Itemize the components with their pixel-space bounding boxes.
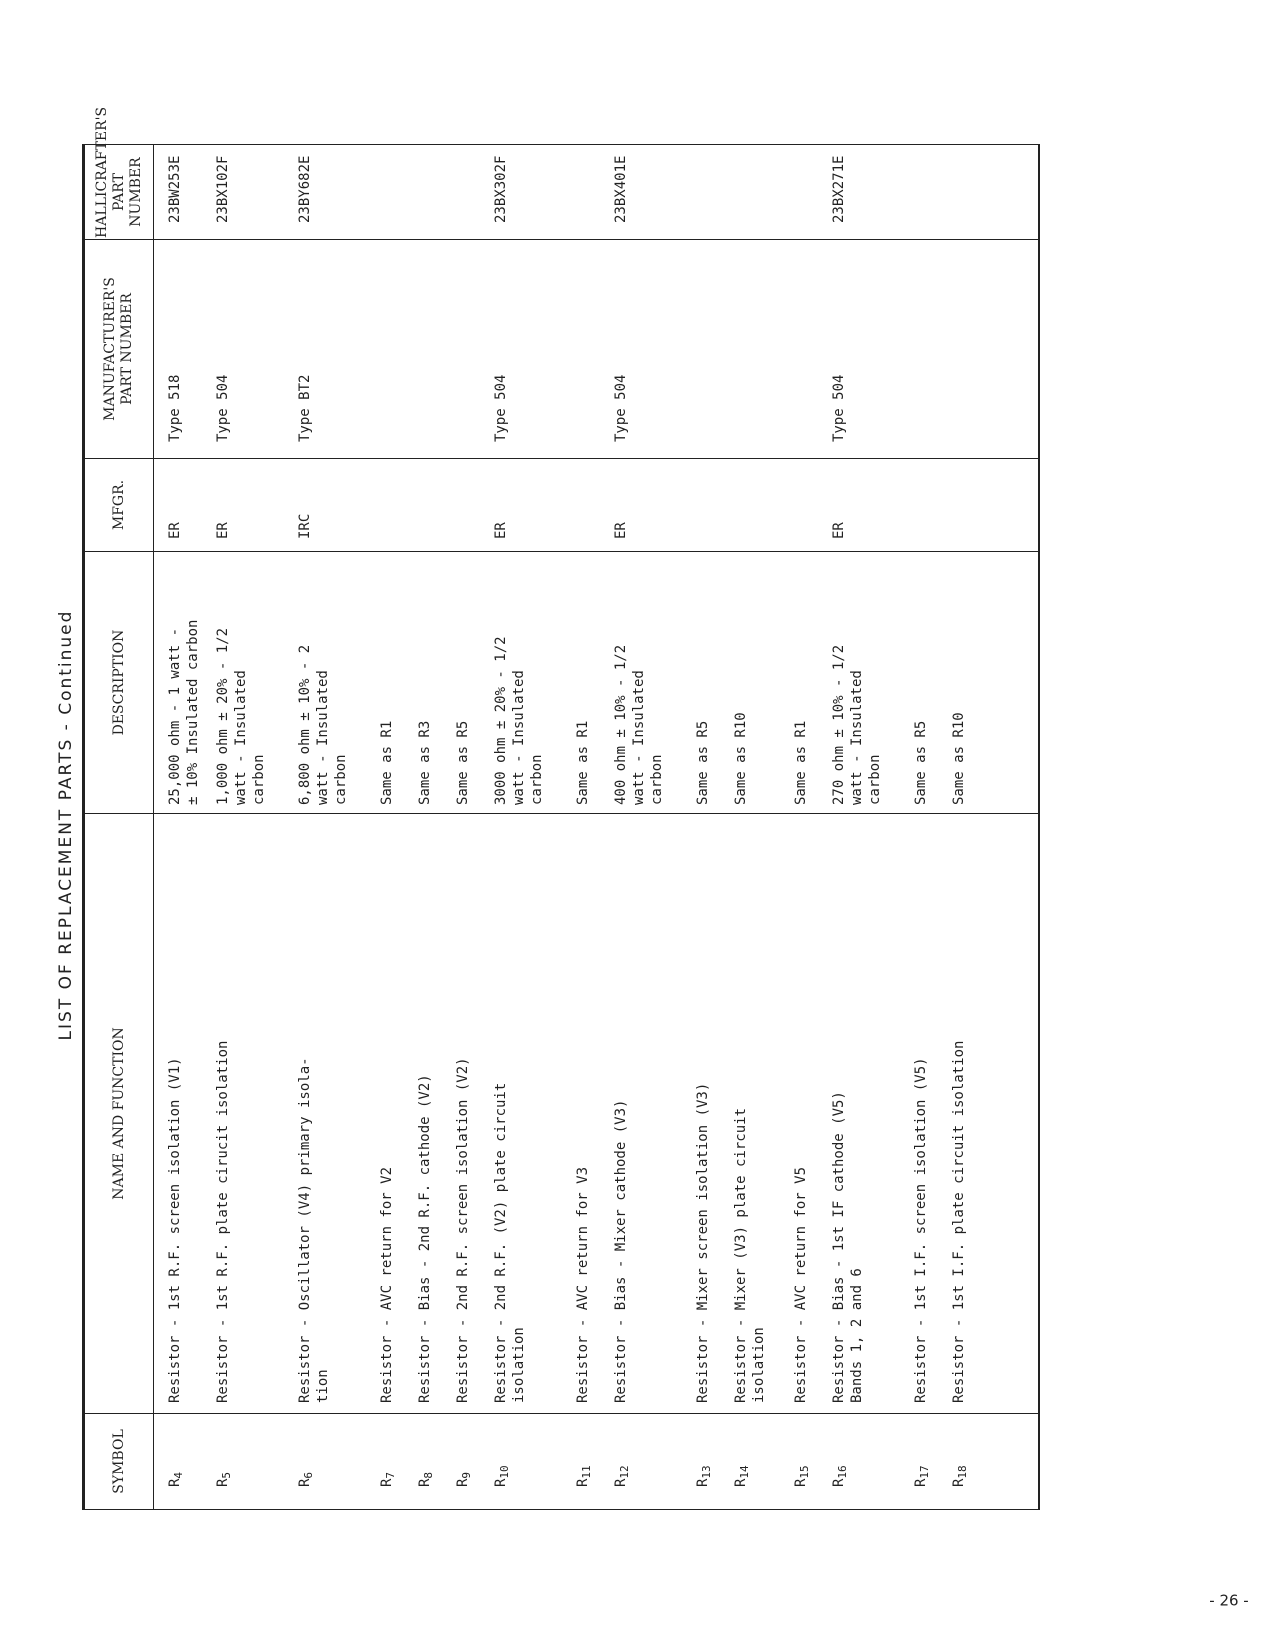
hallicrafter-part-number-cell xyxy=(792,145,830,240)
mfgr-cell xyxy=(454,459,492,552)
table-row xyxy=(830,145,912,1510)
name-function-cell: Resistor - Mixer screen isolation (V3) xyxy=(694,814,732,1414)
symbol-cell xyxy=(492,1414,574,1510)
header-hall-part-line1: HALLICRAFTER'S xyxy=(93,106,110,238)
mfgr-cell xyxy=(732,459,792,552)
name-function-cell: Resistor - 1st I.F. screen isolation (V5) xyxy=(912,814,950,1414)
mfgr-cell: IRC xyxy=(296,459,378,552)
hallicrafter-part-number-cell xyxy=(732,145,792,240)
description-cell: Same as R1 xyxy=(574,552,612,814)
name-function-cell: Resistor - 1st R.F. plate cirucit isolation xyxy=(214,814,296,1414)
table-row xyxy=(378,145,416,1510)
symbol-letter: R xyxy=(732,1478,749,1487)
symbol-cell xyxy=(792,1414,830,1510)
symbol-letter: R xyxy=(830,1478,847,1487)
symbol-letter: R xyxy=(792,1478,809,1487)
header-description: DESCRIPTION xyxy=(84,552,154,814)
filler-cell xyxy=(988,145,1040,240)
mfr-part-number-cell xyxy=(574,240,612,459)
hallicrafter-part-number-cell xyxy=(454,145,492,240)
mfgr-cell xyxy=(416,459,454,552)
table-row xyxy=(574,145,612,1510)
symbol-cell xyxy=(950,1414,988,1510)
name-function-cell: Resistor - Bias - 1st IF cathode (V5) Bands 1, 2 and 6 xyxy=(830,814,912,1414)
mfgr-cell: ER xyxy=(830,459,912,552)
hallicrafter-part-number-cell xyxy=(416,145,454,240)
name-function-cell: Resistor - AVC return for V3 xyxy=(574,814,612,1414)
hallicrafter-part-number-cell xyxy=(912,145,950,240)
name-function-cell: Resistor - 1st R.F. screen isolation (V1) xyxy=(154,814,214,1414)
table-row xyxy=(950,145,988,1510)
description-cell: 400 ohm ± 10% - 1/2 watt - Insulated carbon xyxy=(612,552,694,814)
symbol-cell xyxy=(574,1414,612,1510)
symbol-subscript: 18 xyxy=(955,1465,969,1479)
description-cell: Same as R3 xyxy=(416,552,454,814)
symbol-letter: R xyxy=(378,1478,395,1487)
page-number: - 26 - xyxy=(1209,1591,1249,1610)
description-cell: Same as R1 xyxy=(378,552,416,814)
header-mfr-part xyxy=(84,240,154,459)
table-row xyxy=(214,145,296,1510)
description-cell: Same as R1 xyxy=(792,552,830,814)
mfr-part-number-cell xyxy=(732,240,792,459)
mfr-part-number-cell: Type 504 xyxy=(612,240,694,459)
symbol-letter: R xyxy=(574,1478,591,1487)
header-mfr-part-line2: PART NUMBER xyxy=(119,293,135,405)
symbol-subscript: 8 xyxy=(421,1471,435,1479)
mfgr-cell xyxy=(912,459,950,552)
description-cell: Same as R5 xyxy=(454,552,492,814)
mfr-part-number-cell xyxy=(416,240,454,459)
symbol-cell xyxy=(378,1414,416,1510)
symbol-subscript: 6 xyxy=(301,1471,315,1479)
symbol-subscript: 11 xyxy=(579,1465,593,1479)
table-row xyxy=(792,145,830,1510)
header-hall-part xyxy=(84,106,154,240)
symbol-subscript: 13 xyxy=(699,1465,713,1479)
mfgr-cell xyxy=(950,459,988,552)
description-cell: Same as R5 xyxy=(912,552,950,814)
table-row xyxy=(612,145,694,1510)
symbol-letter: R xyxy=(454,1478,471,1487)
mfr-part-number-cell: Type 504 xyxy=(214,240,296,459)
hallicrafter-part-number-cell: 23BW253E xyxy=(154,145,214,240)
symbol-cell xyxy=(296,1414,378,1510)
symbol-subscript: 17 xyxy=(917,1465,931,1479)
mfgr-cell: ER xyxy=(612,459,694,552)
description-cell: Same as R10 xyxy=(950,552,988,814)
mfgr-cell: ER xyxy=(492,459,574,552)
table-row xyxy=(694,145,732,1510)
name-function-cell: Resistor - Mixer (V3) plate circuit isolation xyxy=(732,814,792,1414)
page-number-wrap xyxy=(1209,1590,1250,1620)
symbol-subscript: 9 xyxy=(459,1471,473,1479)
symbol-subscript: 12 xyxy=(617,1465,631,1479)
table-row xyxy=(732,145,792,1510)
symbol-subscript: 4 xyxy=(172,1471,185,1479)
filler-cell xyxy=(988,1414,1040,1510)
name-function-cell: Resistor - 1st I.F. plate circuit isolation xyxy=(950,814,988,1414)
mfgr-cell xyxy=(378,459,416,552)
header-row xyxy=(84,145,154,1510)
hallicrafter-part-number-cell: 23BX271E xyxy=(830,145,912,240)
header-name: NAME AND FUNCTION xyxy=(84,814,154,1414)
table-row xyxy=(416,145,454,1510)
symbol-subscript: 7 xyxy=(383,1471,397,1479)
symbol-cell xyxy=(732,1414,792,1510)
hallicrafter-part-number-cell: 23BX401E xyxy=(612,145,694,240)
hallicrafter-part-number-cell xyxy=(574,145,612,240)
hallicrafter-part-number-cell xyxy=(378,145,416,240)
symbol-subscript: 16 xyxy=(835,1465,849,1479)
symbol-letter: R xyxy=(912,1478,929,1487)
header-mfgr: MFGR. xyxy=(84,459,154,552)
name-function-cell: Resistor - Bias - 2nd R.F. cathode (V2) xyxy=(416,814,454,1414)
hallicrafter-part-number-cell: 23BX102F xyxy=(214,145,296,240)
mfr-part-number-cell xyxy=(694,240,732,459)
description-cell: 1,000 ohm ± 20% - 1/2 watt - Insulated carbon xyxy=(214,552,296,814)
symbol-cell xyxy=(830,1414,912,1510)
description-cell: Same as R10 xyxy=(732,552,792,814)
mfgr-cell xyxy=(792,459,830,552)
symbol-letter: R xyxy=(492,1478,509,1487)
symbol-letter: R xyxy=(214,1478,231,1487)
hallicrafter-part-number-cell xyxy=(694,145,732,240)
symbol-cell xyxy=(214,1414,296,1510)
symbol-cell xyxy=(154,1414,214,1510)
description-cell: 25,000 ohm - 1 watt - ± 10% Insulated carbon xyxy=(154,552,214,814)
description-cell: Same as R5 xyxy=(694,552,732,814)
replacement-parts-table xyxy=(82,106,1040,1510)
mfr-part-number-cell xyxy=(378,240,416,459)
table-row xyxy=(912,145,950,1510)
name-function-cell: Resistor - AVC return for V2 xyxy=(378,814,416,1414)
symbol-cell xyxy=(912,1414,950,1510)
symbol-subscript: 15 xyxy=(797,1465,811,1479)
header-hall-part-line2: PART NUMBER xyxy=(110,157,144,227)
name-function-cell: Resistor - Oscillator (V4) primary isola- tion xyxy=(296,814,378,1414)
filler-row xyxy=(988,145,1040,1510)
table-row xyxy=(296,145,378,1510)
symbol-cell xyxy=(454,1414,492,1510)
mfr-part-number-cell xyxy=(454,240,492,459)
mfr-part-number-cell: Type BT2 xyxy=(296,240,378,459)
mfr-part-number-cell: Type 504 xyxy=(492,240,574,459)
filler-cell xyxy=(988,552,1040,814)
symbol-cell xyxy=(612,1414,694,1510)
mfr-part-number-cell xyxy=(792,240,830,459)
table-row xyxy=(454,145,492,1510)
mfgr-cell xyxy=(694,459,732,552)
filler-cell xyxy=(988,814,1040,1414)
header-symbol: SYMBOL xyxy=(84,1414,154,1510)
description-cell: 3000 ohm ± 20% - 1/2 watt - Insulated carbon xyxy=(492,552,574,814)
filler-cell xyxy=(988,459,1040,552)
description-cell: 6,800 ohm ± 10% - 2 watt - Insulated carbon xyxy=(296,552,378,814)
symbol-subscript: 10 xyxy=(497,1465,511,1479)
symbol-letter: R xyxy=(612,1478,629,1487)
hallicrafter-part-number-cell: 23BX302F xyxy=(492,145,574,240)
hallicrafter-part-number-cell xyxy=(950,145,988,240)
name-function-cell: Resistor - 2nd R.F. (V2) plate circuit isolation xyxy=(492,814,574,1414)
mfgr-cell: ER xyxy=(214,459,296,552)
name-function-cell: Resistor - Bias - Mixer cathode (V3) xyxy=(612,814,694,1414)
mfgr-cell: ER xyxy=(154,459,214,552)
name-function-cell: Resistor - AVC return for V5 xyxy=(792,814,830,1414)
symbol-letter: R xyxy=(950,1478,967,1487)
mfr-part-number-cell xyxy=(950,240,988,459)
symbol-letter: R xyxy=(167,1478,183,1487)
filler-cell xyxy=(988,240,1040,459)
mfr-part-number-cell xyxy=(912,240,950,459)
description-cell: 270 ohm ± 10% - 1/2 watt - Insulated carbon xyxy=(830,552,912,814)
symbol-subscript: 14 xyxy=(737,1465,751,1479)
mfgr-cell xyxy=(574,459,612,552)
symbol-cell xyxy=(416,1414,454,1510)
symbol-subscript: 5 xyxy=(219,1471,233,1479)
symbol-letter: R xyxy=(296,1478,313,1487)
name-function-cell: Resistor - 2nd R.F. screen isolation (V2) xyxy=(454,814,492,1414)
mfr-part-number-cell: Type 504 xyxy=(830,240,912,459)
symbol-letter: R xyxy=(694,1478,711,1487)
page-title: LIST OF REPLACEMENT PARTS - Continued xyxy=(56,609,76,1041)
hallicrafter-part-number-cell: 23BY682E xyxy=(296,145,378,240)
table-row xyxy=(154,145,214,1510)
symbol-cell xyxy=(694,1414,732,1510)
symbol-letter: R xyxy=(416,1478,433,1487)
table-row xyxy=(492,145,574,1510)
mfr-part-number-cell: Type 518 xyxy=(154,240,214,459)
header-mfr-part-line1: MANUFACTURER'S xyxy=(102,277,118,421)
